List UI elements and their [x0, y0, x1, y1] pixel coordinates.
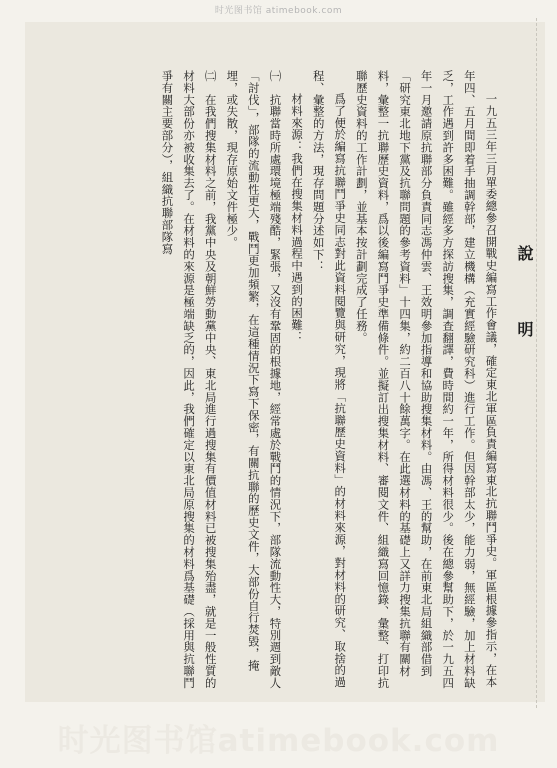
- document-title: 說 明: [515, 245, 534, 359]
- paragraph-1: 一九五三年三月單委總參召開戰史編寫工作會議，確定東北軍區負責編寫東北抗聯鬥爭史。軍區根據參指示，在本年四、五月間即着手抽調幹部，建立機構（充實經驗研究科）進行工作。但因幹部太少，能力弱，無經驗，加上材料缺乏，工作遇到許多困難。雖經多方探訪搜集，調查翻譯，費時間約一年，所得材料很少。後在總參幫助下，於一九五四年一月邀請原抗聯部分負責同志馮仲雲、王效明參加指導和協助搜集材料。由馮、王的幫助，在前東北局組織部借到「研究東北地下黨及抗聯問題的參考資料」十四集，約二百八十餘萬字。在此選材料的基礎上又詳力搜集抗聯有關材料，彙整一抗聯歷史資料，爲以後編寫鬥爭史準備條件。並擬訂出搜集材料、審閱文件、組織寫回憶錄、彙整、打印抗聯歷史資料的工作計劃，並基本按計劃完成了任務。: [354, 70, 499, 689]
- vertical-text-block: [156, 70, 535, 690]
- top-watermark: 时光图书馆 atimebook.com: [214, 6, 343, 16]
- paragraph-3: 材料來源：我們在搜集材料過程中遇到的困難：: [290, 92, 305, 343]
- paragraph-4: ㈠ 抗聯當時所處環境極端殘酷，緊張，又沒有鞏固的根據地，經常處於戰鬥的情況下，部隊流動性大，特別週到敵人「討伐」，部隊的流動性更大，戰鬥更加頻繁，在這種情況下寫下保密，有關抗聯的歷史文件，大部份自行焚毀，掩埋，或失散，現存原始文件極少。: [225, 70, 283, 689]
- paragraph-2: 爲了便於編寫抗聯鬥爭史同志對此資料閱覽與研究，現將「抗聯歷史資料」的材料來源，對材料的研究、取捨的過程、彙整的方法，現存問題分述如下：: [311, 70, 348, 688]
- bottom-watermark: 时光图书馆atimebook.com: [57, 723, 500, 759]
- paragraph-5: ㈡ 在我們搜集材料之前，我黨中央及朝鮮勞動黨中央、東北局進行過搜集有價值材料已被搜集殆盡，就是一般性質的材料大部份亦被收集去了。在材料的來源是極端缺乏的，因此，我們確定以東北局原搜集的材料爲基礎（採用與抗聯鬥爭有關主要部分），組織抗聯部隊寫: [160, 70, 218, 689]
- page-binding-edge: [536, 18, 555, 708]
